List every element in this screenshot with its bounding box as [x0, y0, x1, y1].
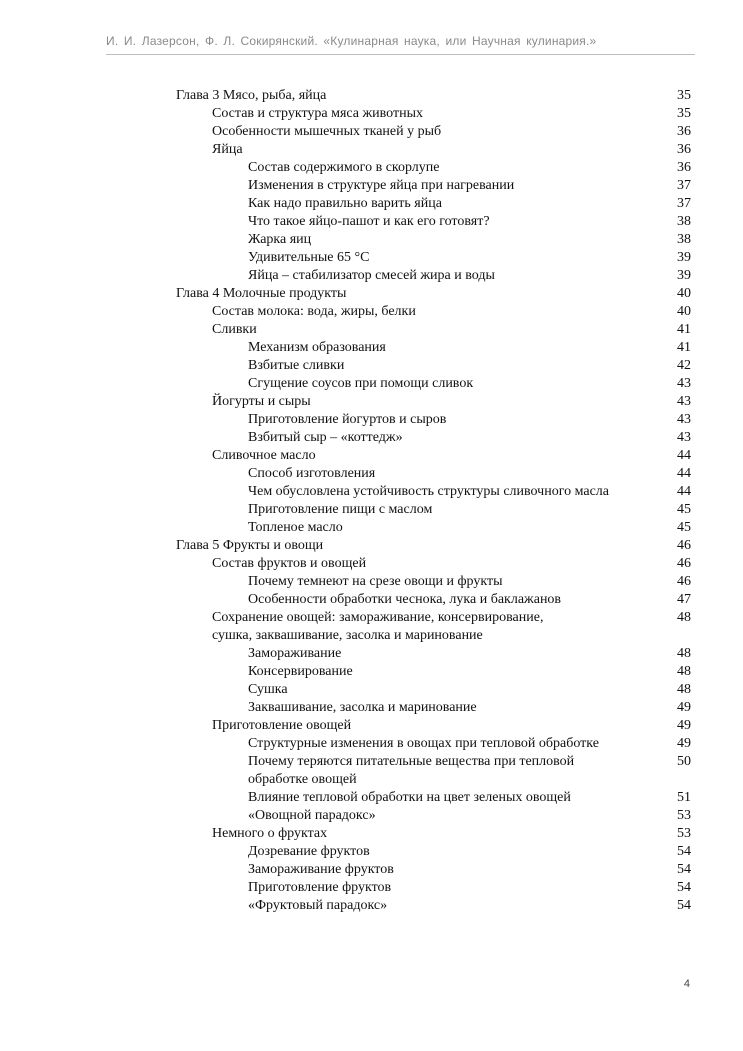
- toc-entry-title[interactable]: Приготовление овощей: [212, 718, 352, 733]
- toc-entry-title[interactable]: Жарка яиц: [248, 232, 312, 247]
- toc-entry-title[interactable]: Замораживание фруктов: [248, 862, 394, 877]
- toc-section-entry[interactable]: [0, 717, 743, 735]
- toc-subsection-entry[interactable]: [0, 465, 743, 483]
- toc-entry-page[interactable]: 47: [677, 592, 691, 607]
- toc-entry-page[interactable]: 39: [677, 268, 691, 283]
- toc-entry-page[interactable]: 41: [677, 322, 691, 337]
- toc-entry-page[interactable]: 36: [677, 124, 691, 139]
- toc-entry-page[interactable]: 38: [677, 214, 691, 229]
- toc-entry-page[interactable]: 48: [677, 610, 691, 625]
- page-number: 4: [683, 978, 690, 990]
- toc-subsection-entry[interactable]: [0, 483, 743, 501]
- toc-entry-title[interactable]: Особенности обработки чеснока, лука и баклажанов: [248, 592, 562, 607]
- toc-entry-page[interactable]: 45: [677, 502, 691, 517]
- toc-entry-title[interactable]: Йогурты и сыры: [212, 394, 311, 409]
- toc-section-entry[interactable]: [0, 825, 743, 843]
- toc-subsection-entry[interactable]: [0, 519, 743, 537]
- toc-entry-title[interactable]: Чем обусловлена устойчивость структуры сливочного масла: [248, 484, 609, 499]
- toc-entry-title[interactable]: Влияние тепловой обработки на цвет зеленых овощей: [248, 790, 571, 805]
- toc-entry-page[interactable]: 46: [677, 538, 691, 553]
- toc-entry-title[interactable]: Яйца: [212, 142, 243, 157]
- toc-section-entry[interactable]: [0, 123, 743, 141]
- toc-subsection-entry[interactable]: [0, 735, 743, 753]
- toc-entry-page[interactable]: 35: [677, 88, 691, 103]
- toc-section-entry[interactable]: [0, 303, 743, 321]
- toc-entry-title[interactable]: Удивительные 65 °С: [248, 250, 370, 265]
- toc-subsection-entry[interactable]: [0, 861, 743, 879]
- toc-entry-page[interactable]: 43: [677, 412, 691, 427]
- toc-entry-page[interactable]: 50: [677, 754, 691, 769]
- toc-entry-title[interactable]: Состав молока: вода, жиры, белки: [212, 304, 416, 319]
- toc-entry-title[interactable]: Что такое яйцо-пашот и как его готовят?: [248, 214, 490, 229]
- toc-subsection-entry[interactable]: [0, 177, 743, 195]
- toc-entry-title[interactable]: Взбитые сливки: [248, 358, 345, 373]
- toc-entry-page[interactable]: 54: [677, 862, 691, 877]
- toc-entry-title[interactable]: Консервирование: [248, 664, 353, 679]
- toc-entry-page[interactable]: 54: [677, 898, 691, 913]
- toc-entry-title[interactable]: Яйца – стабилизатор смесей жира и воды: [248, 268, 495, 283]
- toc-subsection-entry[interactable]: [0, 267, 743, 285]
- toc-subsection-entry[interactable]: [0, 213, 743, 231]
- toc-entry-title[interactable]: «Овощной парадокс»: [248, 808, 376, 823]
- toc-entry-title[interactable]: Почему теряются питательные вещества при тепловой обработке овощей: [248, 754, 575, 787]
- toc-entry-page[interactable]: 37: [677, 196, 691, 211]
- toc-entry-page[interactable]: 54: [677, 880, 691, 895]
- toc-section-entry[interactable]: [0, 141, 743, 159]
- toc-entry-title[interactable]: Механизм образования: [248, 340, 386, 355]
- toc-entry-title[interactable]: Немного о фруктах: [212, 826, 328, 841]
- toc-entry-page[interactable]: 54: [677, 844, 691, 859]
- toc-subsection-entry[interactable]: [0, 195, 743, 213]
- toc-entry-title[interactable]: Особенности мышечных тканей у рыб: [212, 124, 442, 139]
- toc-entry-page[interactable]: 53: [677, 826, 691, 841]
- toc-entry-page[interactable]: 44: [677, 466, 691, 481]
- toc-entry-title[interactable]: Дозревание фруктов: [248, 844, 370, 859]
- toc-subsection-entry[interactable]: [0, 501, 743, 519]
- toc-entry-title[interactable]: Глава 3 Мясо, рыба, яйца: [176, 88, 327, 103]
- toc-subsection-entry[interactable]: [0, 231, 743, 249]
- toc-entry-title[interactable]: Состав фруктов и овощей: [212, 556, 367, 571]
- toc-subsection-entry[interactable]: [0, 663, 743, 681]
- toc-entry-title[interactable]: Состав содержимого в скорлупе: [248, 160, 440, 175]
- toc-section-entry[interactable]: [0, 555, 743, 573]
- toc-entry-page[interactable]: 39: [677, 250, 691, 265]
- toc-subsection-entry[interactable]: [0, 249, 743, 267]
- toc-entry-page[interactable]: 35: [677, 106, 691, 121]
- toc-subsection-entry[interactable]: [0, 681, 743, 699]
- toc-entry-title[interactable]: Приготовление фруктов: [248, 880, 392, 895]
- toc-subsection-entry[interactable]: [0, 699, 743, 717]
- toc-entry-page[interactable]: 44: [677, 484, 691, 499]
- toc-entry-title[interactable]: Приготовление пищи с маслом: [248, 502, 433, 517]
- toc-entry-title[interactable]: Взбитый сыр – «коттедж»: [248, 430, 403, 445]
- toc-entry-title[interactable]: Глава 5 Фрукты и овощи: [176, 538, 324, 553]
- toc-section-entry[interactable]: [0, 321, 743, 339]
- toc-entry-page[interactable]: 41: [677, 340, 691, 355]
- toc-section-entry[interactable]: [0, 609, 743, 645]
- toc-subsection-entry[interactable]: [0, 357, 743, 375]
- toc-entry-page[interactable]: 45: [677, 520, 691, 535]
- toc-entry-title[interactable]: Как надо правильно варить яйца: [248, 196, 442, 211]
- toc-entry-page[interactable]: 36: [677, 142, 691, 157]
- toc-entry-page[interactable]: 40: [677, 304, 691, 319]
- toc-entry-page[interactable]: 48: [677, 664, 691, 679]
- toc-section-entry[interactable]: [0, 105, 743, 123]
- toc-entry-title[interactable]: Изменения в структуре яйца при нагревании: [248, 178, 515, 193]
- toc-entry-page[interactable]: 43: [677, 394, 691, 409]
- toc-entry-title[interactable]: Замораживание: [248, 646, 342, 661]
- toc-entry-page[interactable]: 44: [677, 448, 691, 463]
- toc-entry-page[interactable]: 46: [677, 574, 691, 589]
- toc-entry-title[interactable]: Способ изготовления: [248, 466, 376, 481]
- toc-chapter-entry[interactable]: [0, 537, 743, 555]
- toc-chapter-entry[interactable]: [0, 285, 743, 303]
- toc-entry-title[interactable]: Структурные изменения в овощах при тепловой обработке: [248, 736, 599, 751]
- toc-entry-page[interactable]: 49: [677, 718, 691, 733]
- toc-entry-title[interactable]: «Фруктовый парадокс»: [248, 898, 388, 913]
- running-header: И. И. Лазерсон, Ф. Л. Сокирянский. «Кулинарная наука, или Научная кулинария.»: [106, 34, 597, 48]
- toc-subsection-entry[interactable]: [0, 879, 743, 897]
- toc-subsection-entry[interactable]: [0, 897, 743, 915]
- toc-subsection-entry[interactable]: [0, 645, 743, 663]
- toc-subsection-entry[interactable]: [0, 411, 743, 429]
- table-of-contents: [0, 87, 743, 915]
- toc-entry-page[interactable]: 49: [677, 736, 691, 751]
- toc-entry-title[interactable]: Почему темнеют на срезе овощи и фрукты: [248, 574, 503, 589]
- toc-entry-page[interactable]: 43: [677, 376, 691, 391]
- toc-subsection-entry[interactable]: [0, 843, 743, 861]
- toc-entry-title[interactable]: Сушка: [248, 682, 288, 697]
- toc-chapter-entry[interactable]: [0, 87, 743, 105]
- toc-entry-title[interactable]: Глава 4 Молочные продукты: [176, 286, 347, 301]
- toc-subsection-entry[interactable]: [0, 807, 743, 825]
- toc-entry-page[interactable]: 38: [677, 232, 691, 247]
- toc-subsection-entry[interactable]: [0, 789, 743, 807]
- toc-subsection-entry[interactable]: [0, 591, 743, 609]
- toc-entry-page[interactable]: 36: [677, 160, 691, 175]
- toc-subsection-entry[interactable]: [0, 375, 743, 393]
- toc-entry-title[interactable]: Состав и структура мяса животных: [212, 106, 423, 121]
- toc-entry-title[interactable]: Топленое масло: [248, 520, 343, 535]
- toc-entry-page[interactable]: 43: [677, 430, 691, 445]
- toc-subsection-entry[interactable]: [0, 159, 743, 177]
- toc-entry-page[interactable]: 51: [677, 790, 691, 805]
- toc-entry-page[interactable]: 40: [677, 286, 691, 301]
- toc-entry-page[interactable]: 46: [677, 556, 691, 571]
- toc-entry-page[interactable]: 37: [677, 178, 691, 193]
- toc-entry-title[interactable]: Сливки: [212, 322, 257, 337]
- toc-entry-title[interactable]: Заквашивание, засолка и маринование: [248, 700, 477, 715]
- toc-subsection-entry[interactable]: [0, 429, 743, 447]
- toc-entry-title[interactable]: Приготовление йогуртов и сыров: [248, 412, 447, 427]
- toc-entry-page[interactable]: 48: [677, 646, 691, 661]
- toc-entry-page[interactable]: 49: [677, 700, 691, 715]
- toc-subsection-entry[interactable]: [0, 573, 743, 591]
- toc-entry-title[interactable]: Сохранение овощей: замораживание, консервирование, сушка, заквашивание, засолка и маринование: [212, 610, 544, 643]
- toc-subsection-entry[interactable]: [0, 339, 743, 357]
- toc-entry-title[interactable]: Сливочное масло: [212, 448, 316, 463]
- header-divider: [106, 54, 695, 55]
- toc-entry-page[interactable]: 53: [677, 808, 691, 823]
- toc-entry-page[interactable]: 48: [677, 682, 691, 697]
- toc-section-entry[interactable]: [0, 447, 743, 465]
- toc-entry-page[interactable]: 42: [677, 358, 691, 373]
- toc-subsection-entry[interactable]: [0, 753, 743, 789]
- toc-section-entry[interactable]: [0, 393, 743, 411]
- toc-entry-title[interactable]: Сгущение соусов при помощи сливок: [248, 376, 474, 391]
